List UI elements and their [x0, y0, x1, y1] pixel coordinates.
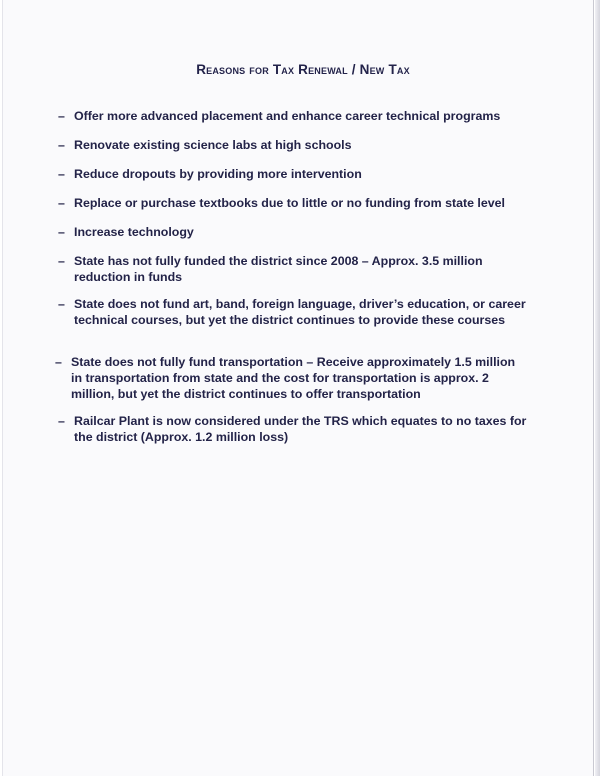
page-title: Reasons for Tax Renewal / New Tax — [196, 62, 410, 77]
bullet-dash: – — [58, 297, 65, 311]
list-item — [58, 108, 528, 124]
list-item-text: Railcar Plant is now considered under the TRS which equates to no taxes for the district (Approx. 1.2 million loss) — [74, 414, 527, 444]
page-edge-shadow — [595, 0, 600, 776]
list-item-text: Increase technology — [74, 225, 194, 239]
list-item — [58, 166, 528, 182]
list-item-text: State does not fund art, band, foreign language, driver’s education, or career technical courses, but yet the district continues to provide these courses — [74, 297, 526, 327]
bullet-dash: – — [58, 254, 65, 268]
list-item — [58, 296, 528, 328]
bullet-dash: – — [58, 196, 65, 210]
list-item-text: State has not fully funded the district since 2008 – Approx. 3.5 million reduction in funds — [74, 254, 483, 284]
list-item — [58, 413, 528, 445]
list-item — [58, 137, 528, 153]
list-item-text: Reduce dropouts by providing more intervention — [74, 167, 362, 181]
bullet-dash: – — [58, 109, 65, 123]
scanned-page — [2, 0, 594, 776]
list-item — [58, 224, 528, 240]
bullet-dash: – — [58, 138, 65, 152]
list-item-text: Offer more advanced placement and enhance career technical programs — [74, 109, 501, 123]
bullet-dash: – — [58, 414, 65, 428]
list-item — [55, 354, 525, 402]
list-item — [58, 195, 528, 211]
bullet-dash: – — [55, 355, 62, 369]
list-item-text: Renovate existing science labs at high schools — [74, 138, 352, 152]
bullet-dash: – — [58, 225, 65, 239]
bullet-dash: – — [58, 167, 65, 181]
list-item-text: State does not fully fund transportation – Receive approximately 1.5 million in transportation from state and the cost for transportation is approx. 2 million, but yet the district continues to offer transportation — [71, 355, 516, 401]
list-item-text: Replace or purchase textbooks due to little or no funding from state level — [74, 196, 505, 210]
list-item — [58, 253, 528, 285]
